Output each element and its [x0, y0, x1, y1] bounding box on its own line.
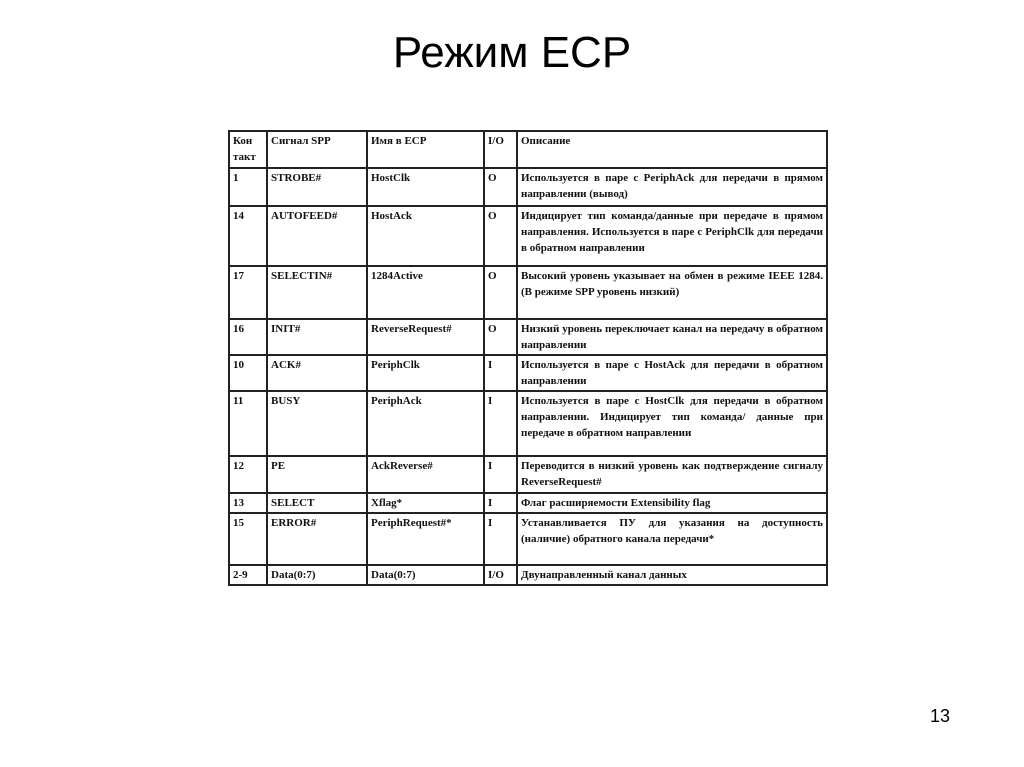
- table-row: [229, 391, 827, 456]
- ecp-name-cell: AckReverse#: [367, 456, 484, 493]
- description-cell: Двунаправленный канал данных: [517, 565, 827, 585]
- spp-signal-cell: Data(0:7): [267, 565, 367, 585]
- header-cell: Описание: [517, 131, 827, 168]
- io-cell: O: [484, 319, 517, 355]
- pin-cell: 1: [229, 168, 267, 206]
- ecp-name-cell: Data(0:7): [367, 565, 484, 585]
- table-row: [229, 319, 827, 355]
- table-header-row: [229, 131, 827, 168]
- ecp-signal-table: [228, 130, 828, 586]
- spp-signal-cell: ACK#: [267, 355, 367, 391]
- header-cell: Кон такт: [229, 131, 267, 168]
- spp-signal-cell: STROBE#: [267, 168, 367, 206]
- io-cell: I: [484, 355, 517, 391]
- header-cell: Сигнал SPP: [267, 131, 367, 168]
- description-cell: Низкий уровень переключает канал на передачу в обратном направлении: [517, 319, 827, 355]
- header-cell: Имя в ЕСР: [367, 131, 484, 168]
- io-cell: I: [484, 456, 517, 493]
- table-row: [229, 266, 827, 319]
- ecp-name-cell: PeriphAck: [367, 391, 484, 456]
- table-row: [229, 456, 827, 493]
- io-cell: I: [484, 513, 517, 565]
- slide-title: Режим ЕСР: [392, 28, 632, 77]
- table-row: [229, 513, 827, 565]
- description-cell: Переводится в низкий уровень как подтверждение сигналу ReverseRequest#: [517, 456, 827, 493]
- description-cell: Используется в паре с HostAck для передачи в обратном направлении: [517, 355, 827, 391]
- description-cell: Используется в паре с PeriphAck для передачи в прямом направлении (вывод): [517, 168, 827, 206]
- io-cell: I: [484, 493, 517, 513]
- description-cell: Флаг расширяемости Extensibility flag: [517, 493, 827, 513]
- io-cell: O: [484, 266, 517, 319]
- ecp-name-cell: HostClk: [367, 168, 484, 206]
- spp-signal-cell: ERROR#: [267, 513, 367, 565]
- table-row: [229, 565, 827, 585]
- ecp-name-cell: PeriphRequest#*: [367, 513, 484, 565]
- pin-cell: 10: [229, 355, 267, 391]
- ecp-name-cell: 1284Active: [367, 266, 484, 319]
- description-cell: Используется в паре с HostClk для передачи в обратном направлении. Индицирует тип команда/ данные при передаче в обратном направлении: [517, 391, 827, 456]
- pin-cell: 16: [229, 319, 267, 355]
- spp-signal-cell: PE: [267, 456, 367, 493]
- spp-signal-cell: SELECTIN#: [267, 266, 367, 319]
- pin-cell: 12: [229, 456, 267, 493]
- io-cell: I: [484, 391, 517, 456]
- pin-cell: 2-9: [229, 565, 267, 585]
- table-row: [229, 355, 827, 391]
- pin-cell: 13: [229, 493, 267, 513]
- header-cell: I/O: [484, 131, 517, 168]
- description-cell: Индицирует тип команда/данные при передаче в прямом направления. Используется в паре с PeriphClk для передачи в обратном направлении: [517, 206, 827, 266]
- pin-cell: 17: [229, 266, 267, 319]
- ecp-name-cell: ReverseRequest#: [367, 319, 484, 355]
- description-cell: Высокий уровень указывает на обмен в режиме IEEE 1284. (В режиме SPP уровень низкий): [517, 266, 827, 319]
- pin-cell: 15: [229, 513, 267, 565]
- spp-signal-cell: SELECT: [267, 493, 367, 513]
- description-cell: Устанавливается ПУ для указания на доступность (наличие) обратного канала передачи*: [517, 513, 827, 565]
- pin-cell: 11: [229, 391, 267, 456]
- table-row: [229, 206, 827, 266]
- spp-signal-cell: BUSY: [267, 391, 367, 456]
- ecp-name-cell: PeriphClk: [367, 355, 484, 391]
- io-cell: O: [484, 168, 517, 206]
- table-row: [229, 168, 827, 206]
- slide-number: 13: [930, 706, 951, 726]
- ecp-name-cell: Xflag*: [367, 493, 484, 513]
- pin-cell: 14: [229, 206, 267, 266]
- table-row: [229, 493, 827, 513]
- spp-signal-cell: AUTOFEED#: [267, 206, 367, 266]
- io-cell: I/O: [484, 565, 517, 585]
- ecp-name-cell: HostAck: [367, 206, 484, 266]
- io-cell: O: [484, 206, 517, 266]
- spp-signal-cell: INIT#: [267, 319, 367, 355]
